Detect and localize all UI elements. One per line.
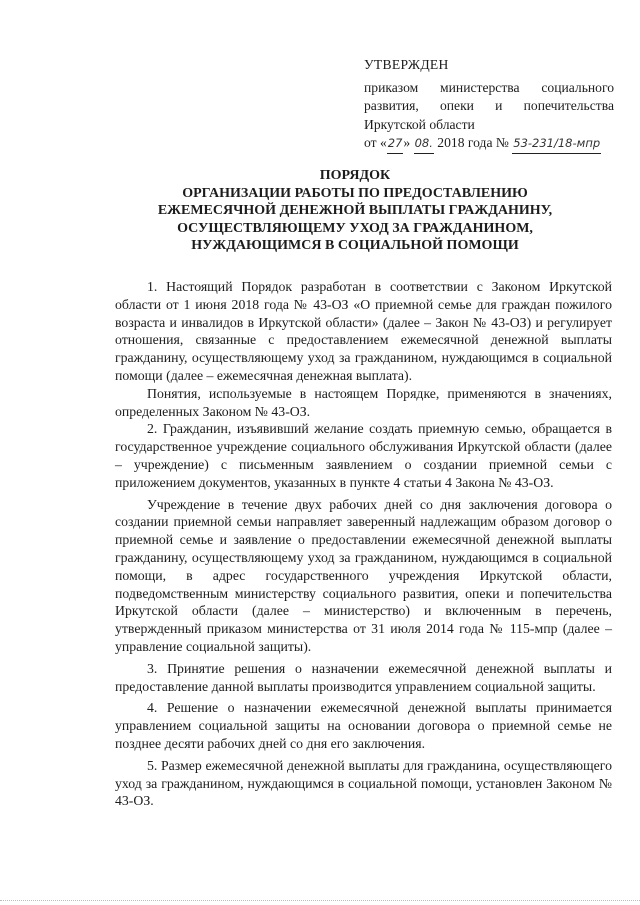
title-line: ПОРЯДОК [319,168,391,183]
title-line: НУЖДАЮЩИМСЯ В СОЦИАЛЬНОЙ ПОМОЩИ [191,238,519,253]
title-line: ОРГАНИЗАЦИИ РАБОТЫ ПО ПРЕДОСТАВЛЕНИЮ [182,185,528,201]
paragraph-1: 1. Настоящий Порядок разработан в соответствии с Законом Иркутской области от 1 июня 2018 года № 43-ОЗ «О приемной семье для граждан пожилого возраста и инвалидов в Иркутской области» (далее – Закон № 43-ОЗ) и регулирует отношения, связанные с предоставлением ежемесячной денежной выплаты гражданину, осуществляющему уход за гражданином, нуждающимся в социальной помощи (далее – ежемесячная денежная выплата). [115,279,612,383]
title-line: ЕЖЕМЕСЯЧНОЙ ДЕНЕЖНОЙ ВЫПЛАТЫ ГРАЖДАНИНУ, [157,203,553,218]
approval-heading: УТВЕРЖДЕН [364,57,449,72]
approval-text: приказом министерства социального развития, опеки и попечительства Иркутской области [364,79,614,132]
handwritten-month: 08. [414,134,434,154]
paragraph-5: 5. Размер ежемесячной денежной выплаты для гражданина, осуществляющего уход за гражданином, нуждающимся в социальной помощи, установлен Законом № 43-ОЗ. [115,757,612,809]
handwritten-order-number: 53-231/18-мпр [512,134,601,154]
paragraph-institution: Учреждение в течение двух рабочих дней со дня заключения договора о создании приемной семьи направляет заверенный надлежащим образом договор о приемной семье и заявление о предоставлении ежемесячной денежной выплаты гражданину, осуществляющему уход за гражданином, нуждающимся в социальной помощи, в адрес государственного учреждения Иркутской области, подведомственным министерству социального развития, опеки и попечительства Иркутской области (далее – министерство) и включенным в перечень, утвержденный приказом министерства от 31 июля 2014 года № 115-мпр (далее – управление социальной защиты). [115,496,612,654]
title-line: ОСУЩЕСТВЛЯЮЩЕМУ УХОД ЗА ГРАЖДАНИНОМ, [177,220,533,236]
approval-stamp [364,56,614,154]
approval-date-line [364,134,614,154]
paragraph-2: 2. Гражданин, изъявивший желание создать приемную семью, обращается в государственное учреждение социального обслуживания Иркутской области (далее – учреждение) с письменным заявлением о создании приемной семьи с приложением документов, указанных в пункте 4 статьи 4 Закона № 43-ОЗ. [115,421,612,490]
date-prefix: от « [364,135,387,150]
year-text: 2018 года № [433,135,513,150]
page-bottom-divider [0,900,640,902]
document-body [115,278,612,810]
paragraph-definitions: Понятия, используемые в настоящем Порядке, применяются в значениях, определенных Законом № 43-ОЗ. [115,385,612,419]
paragraph-4: 4. Решение о назначении ежемесячной денежной выплаты принимается управлением социальной защиты на основании договора о приемной семье не позднее десяти рабочих дней со дня его заключения. [115,700,612,751]
paragraph-3: 3. Принятие решения о назначении ежемесячной денежной выплаты и предоставление данной выплаты производится управлением социальной защиты. [115,660,612,694]
date-mid: » [403,135,414,150]
document-title [150,167,560,255]
handwritten-day: 27 [387,134,404,154]
